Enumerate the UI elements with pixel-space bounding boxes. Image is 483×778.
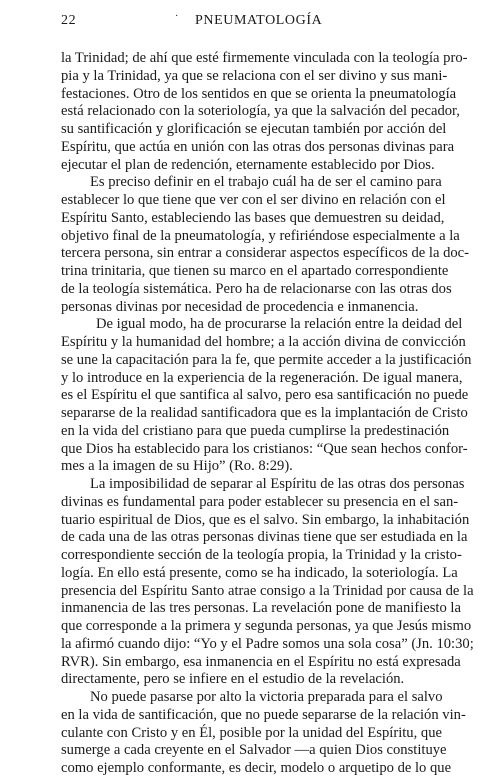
text-line: trina trinitaria, que tienen su marco en el apartado correspondiente (61, 263, 449, 279)
text-line: Espíritu y la humanidad del hombre; a la acción divina de convicción (61, 334, 466, 350)
text-line: se une la capacitación para la fe, que permite acceder a la justificación (61, 351, 472, 368)
text-line: festaciones. Otro de los sentidos en que se orienta la pneumatología (61, 85, 457, 102)
text-line: de cada una de las otras personas divinas tiene que ser estudiada en la (61, 529, 468, 546)
text-line: y lo introduce en la experiencia de la regeneración. De igual manera, (61, 369, 463, 386)
text-line: logía. En ello está presente, como se ha indicado, la soteriología. La (61, 564, 458, 581)
text-line: inmanencia de las tres personas. La revelación pone de manifiesto la (61, 600, 461, 617)
text-line: No puede pasarse por alto la victoria preparada para el salvo (90, 689, 443, 705)
paragraph-4 (61, 476, 474, 689)
text-line: es el Espíritu el que santifica al salvo, pero esa santificación no puede (61, 387, 469, 404)
text-line: La imposibilidad de separar al Espíritu de las otras dos personas (90, 476, 465, 492)
paragraph-3 (61, 316, 472, 476)
text-line: establecer lo que tiene que ver con el ser divino en relación con el (61, 192, 446, 208)
text-line: objetivo final de la pneumatología, y refiriéndose especialmente a la (61, 227, 460, 244)
text-line: la afirmó cuando dijo: “Yo y el Padre somos una sola cosa” (Jn. 10:30; (61, 635, 474, 652)
running-head (61, 13, 423, 33)
paragraph-1 (61, 50, 468, 174)
text-line: la Trinidad; de ahí que esté firmemente vinculada con la teología pro- (61, 50, 468, 66)
text-line: que Dios ha establecido para los cristianos: “Que sean hechos confor- (61, 440, 468, 457)
text-line: pia y la Trinidad, ya que se relaciona con el ser divino y sus mani- (61, 67, 448, 84)
text-line: Espíritu, que actúa en unión con las otras dos personas divinas para (61, 138, 455, 155)
text-line: divinas es fundamental para poder establecer su presencia en el san- (61, 493, 459, 510)
header-ornament: · (175, 11, 179, 22)
text-line: culante con Cristo y en Él, posible por la unidad del Espíritu, que (61, 724, 442, 741)
text-line: sumerge a cada creyente en el Salvador —a quien Dios constituye (61, 742, 447, 759)
paragraph-5 (61, 689, 466, 778)
body-text (61, 50, 474, 778)
text-line: Espíritu Santo, estableciendo las bases que demuestren su deidad, (61, 209, 445, 226)
text-line: De igual modo, ha de procurarse la relación entre la deidad del (96, 316, 463, 333)
text-line: de la teología sistemática. Pero ha de relacionarse con las otras dos (61, 280, 452, 297)
page-number: 22 (61, 13, 77, 28)
text-line: Es preciso definir en el trabajo cuál ha de ser el camino para (90, 174, 442, 191)
text-line: tercera persona, sin entrar a considerar aspectos específicos de la doc- (61, 245, 470, 262)
text-line: ejecutar el plan de redención, eternamente establecido por Dios. (61, 156, 435, 173)
text-line: RVR). Sin embargo, esa inmanencia en el Espíritu no está expresada (61, 653, 461, 670)
text-line: separarse de la realidad santificadora que es la implantación de Cristo (61, 405, 468, 421)
text-line: directamente, pero se infiere en el estudio de la revelación. (61, 671, 405, 688)
text-line: su santificación y glorificación se ejecutan también por acción del (61, 121, 447, 137)
text-line: que corresponde a la primera y segunda personas, ya que Jesús mismo (61, 618, 472, 634)
text-line: presencia del Espíritu Santo atrae consigo a la Trinidad por causa de la (61, 582, 474, 599)
text-line: mes a la imagen de su Hijo” (Ro. 8:29). (61, 458, 293, 475)
text-line: está relacionado con la soteriología, ya que la salvación del pecador, (61, 103, 460, 120)
text-line: en la vida de santificación, que no puede separarse de la relación vin- (61, 706, 466, 723)
text-line: en la vida del cristiano para que pueda cumplirse la predestinación (61, 422, 450, 439)
book-title: PNEUMATOLOGÍA (195, 13, 323, 28)
text-line: como ejemplo conformante, es decir, modelo o arquetipo de lo que (61, 760, 452, 776)
text-line: personas divinas por necesidad de procedencia e inmanencia. (61, 298, 419, 315)
text-line: tuario espiritual de Dios, que es el salvo. Sin embargo, la inhabitación (61, 511, 470, 528)
paragraph-2 (61, 174, 470, 316)
text-line: correspondiente sección de la teología propia, la Trinidad y la cristo- (61, 547, 462, 563)
